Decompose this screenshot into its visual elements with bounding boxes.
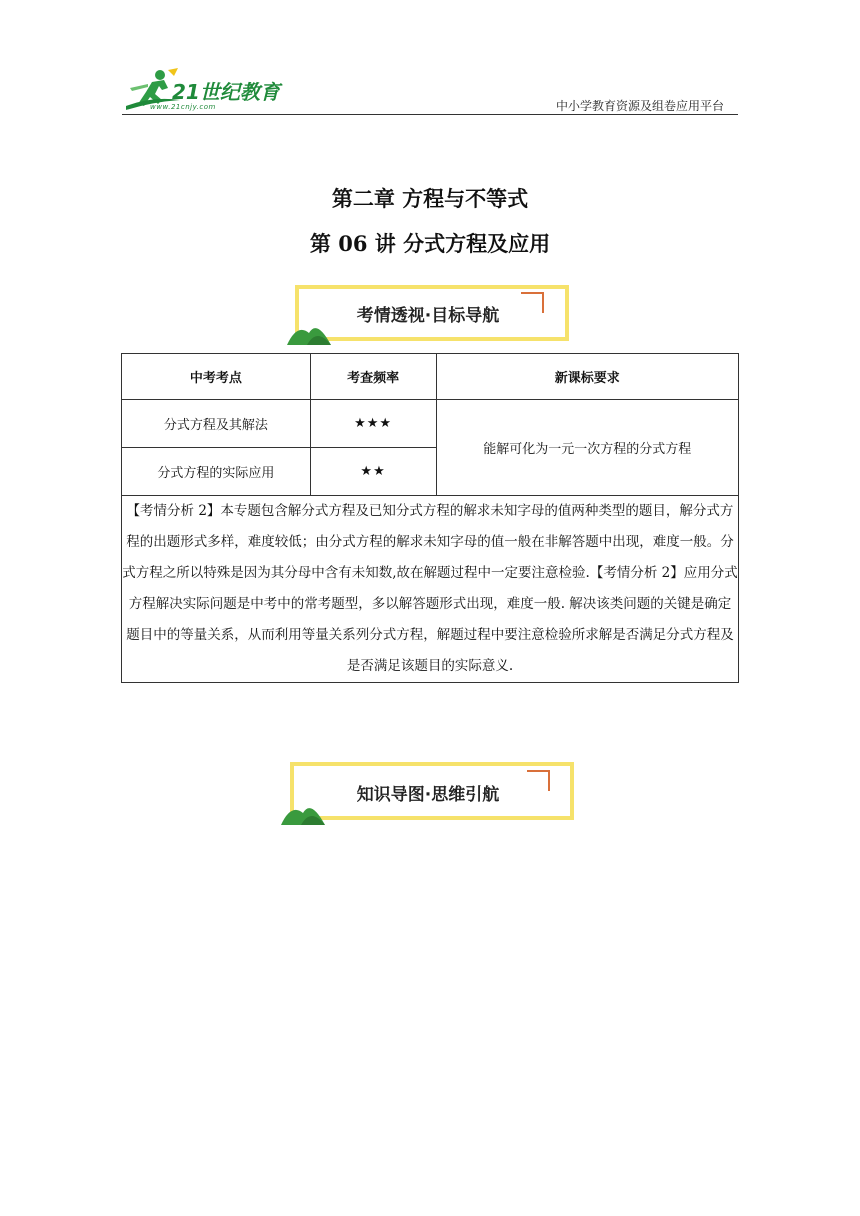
table-row <box>122 400 739 448</box>
banner-title: 考情透视·目标导航 <box>356 306 500 326</box>
chapter-title: 第二章 方程与不等式 <box>331 186 529 211</box>
banner-title: 知识导图·思维引航 <box>356 785 500 805</box>
logo-url: www.21cnjy.com <box>150 103 216 111</box>
hills-icon <box>287 317 337 347</box>
accent-mark-icon <box>519 289 549 319</box>
point-cell: 分式方程的实际应用 <box>122 448 311 496</box>
section-banner-2 <box>281 761 575 827</box>
hills-icon <box>281 797 331 827</box>
section-banner-1 <box>287 283 569 345</box>
frequency-stars: ★★ <box>310 448 436 496</box>
header-divider <box>122 114 738 115</box>
analysis-row <box>122 496 739 683</box>
requirement-cell: 能解可化为一元一次方程的分式方程 <box>436 400 739 496</box>
table-header-row <box>122 354 739 400</box>
exam-info-table <box>121 353 739 683</box>
header-frequency: 考查频率 <box>310 354 436 400</box>
site-logo <box>122 66 302 114</box>
analysis-text: 【考情分析 2】本专题包含解分式方程及已知分式方程的解求未知字母的值两种类型的题目，解分式方程的出题形式多样，难度较低；由分式方程的解求未知字母的值一般在非解答题中出现，难度一般。分式方程之所以特殊是因为其分母中含有未知数,故在解题过程中一定要注意检验.【考情分析 2】应用分式方程解决实际问题是中考中的常考题型，多以解答题形式出现，难度一般. 解决该类问题的关键是确定题目中的等量关系，从而利用等量关系列分式方程，解题过程中要注意检验所求解是否满足分式方程及是否满足该题目的实际意义. <box>122 496 739 683</box>
header-point: 中考考点 <box>122 354 311 400</box>
frequency-stars: ★★★ <box>310 400 436 448</box>
page-header <box>122 66 738 116</box>
accent-mark-icon <box>525 767 555 797</box>
platform-text: 中小学教育资源及组卷应用平台 <box>555 99 724 113</box>
header-requirement: 新课标要求 <box>436 354 739 400</box>
logo-name: 21世纪教育 <box>172 80 280 104</box>
lecture-title: 第 06 讲 分式方程及应用 <box>309 231 551 256</box>
point-cell: 分式方程及其解法 <box>122 400 311 448</box>
